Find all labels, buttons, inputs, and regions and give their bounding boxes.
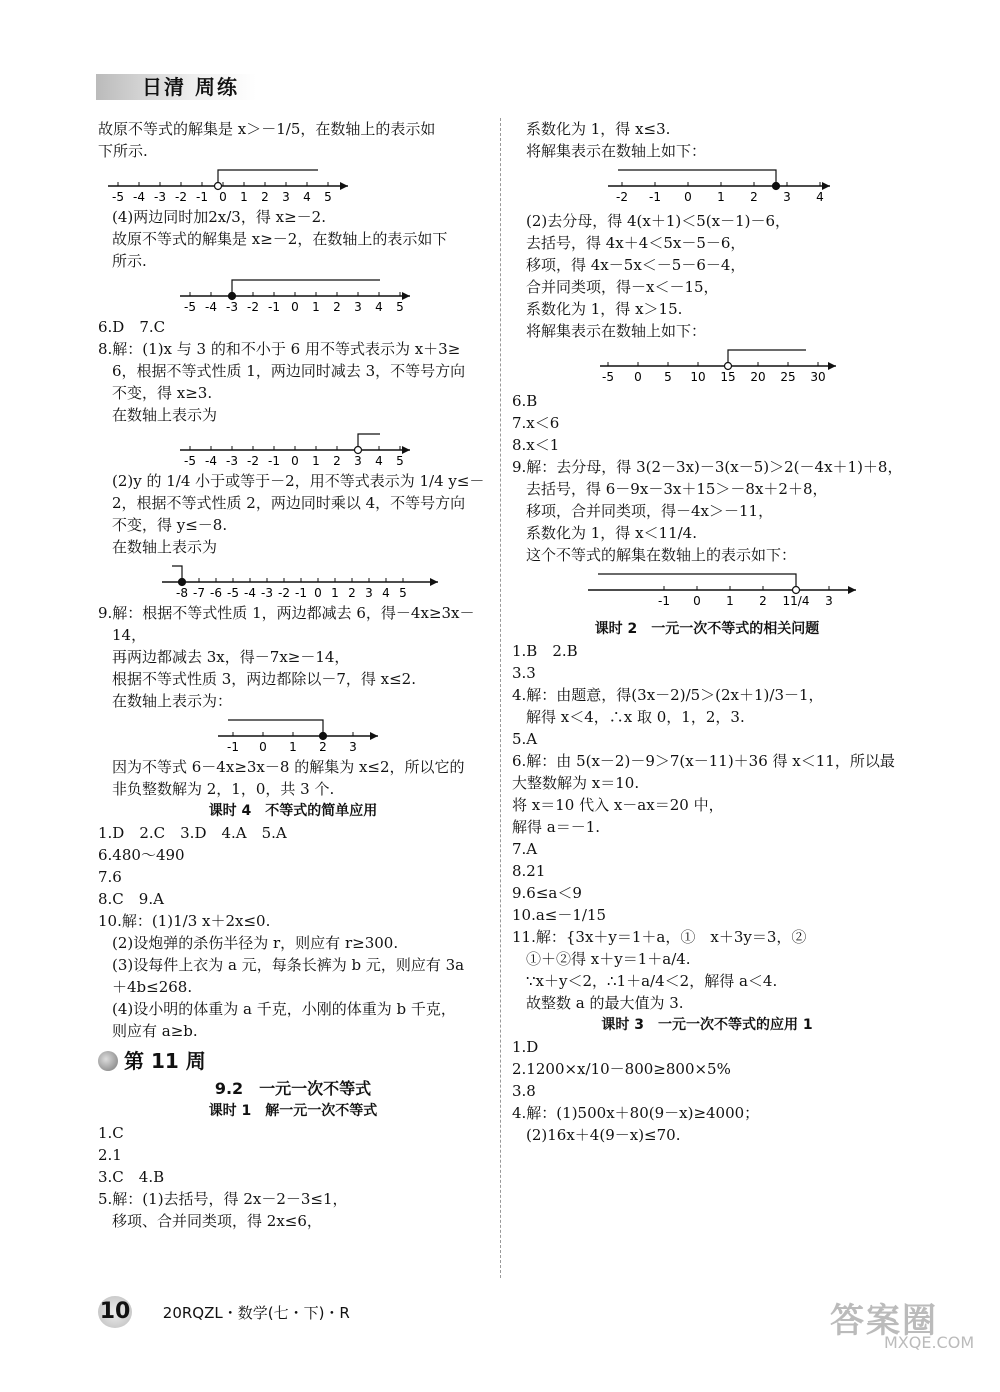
section-heading: 课时 2 一元一次不等式的相关问题 <box>594 621 820 637</box>
tick-label: 5 <box>396 454 404 468</box>
text-line: 9.6≤a＜9 <box>512 884 582 902</box>
text-line: 4.解：由题意，得(3x－2)/5＞(2x＋1)/3－1， <box>512 686 824 704</box>
text-line: (4)两边同时加2x/3，得 x≥－2. <box>112 208 326 226</box>
solution-ray <box>228 720 323 736</box>
book-code: 20RQZL・数学(七・下)・R <box>162 1304 350 1322</box>
column-divider <box>500 118 501 1278</box>
tick-label: 3 <box>365 586 373 600</box>
tick-label: -3 <box>261 586 273 600</box>
tick-label: -5 <box>227 586 239 600</box>
text-line: (2)去分母，得 4(x＋1)＜5(x－1)－6， <box>526 212 791 230</box>
text-line: 移项，得 4x－5x＜－5－6－4， <box>526 256 746 274</box>
text-line: (2)y 的 1/4 小于或等于－2，用不等式表示为 1/4 y≤－ <box>112 472 485 490</box>
tick-label: -1 <box>658 594 670 608</box>
endpoint-dot <box>793 587 800 594</box>
tick-label: 25 <box>780 370 796 384</box>
text-line: 移项、合并同类项，得 2x≤6， <box>112 1212 322 1230</box>
tick-label: -5 <box>112 190 124 204</box>
text-line: 1.D <box>512 1038 539 1056</box>
number-line <box>98 560 448 600</box>
number-line <box>98 714 398 754</box>
text-line: ①＋②得 x＋y＝1＋a/4. <box>526 950 691 968</box>
tick-label: 4 <box>375 300 383 314</box>
text-line: 在数轴上表示为 <box>112 538 218 556</box>
endpoint-dot <box>179 579 186 586</box>
axis-arrow <box>828 362 836 370</box>
axis-arrow <box>430 578 438 586</box>
section-heading: 课时 1 解一元一次不等式 <box>208 1103 378 1119</box>
tick-label: 15 <box>720 370 736 384</box>
text-line: 8.C 9.A <box>98 890 164 908</box>
text-line: 则应有 a≥b. <box>112 1022 198 1040</box>
text-line: 8.解：(1)x 与 3 的和不小于 6 用不等式表示为 x＋3≥ <box>98 340 461 358</box>
tick-label: 4 <box>382 586 390 600</box>
text-line: 10.a≤－1/15 <box>512 906 607 924</box>
page-number: 10 <box>98 1296 132 1328</box>
tick-label: -2 <box>278 586 290 600</box>
tick-label: -3 <box>154 190 166 204</box>
tick-label: 3 <box>783 190 791 204</box>
endpoint-dot <box>215 183 222 190</box>
text-line: 故整数 a 的最大值为 3. <box>526 994 684 1012</box>
tick-label: 1 <box>717 190 725 204</box>
tick-label: 1 <box>240 190 248 204</box>
tick-label: -4 <box>244 586 256 600</box>
text-line: 合并同类项，得－x＜－15， <box>526 278 719 296</box>
number-line <box>98 164 358 204</box>
tick-label: 2 <box>319 740 327 754</box>
tick-label: -5 <box>602 370 614 384</box>
axis-arrow <box>370 732 378 740</box>
text-line: 2.1 <box>98 1146 122 1164</box>
text-line: 6.480～490 <box>98 846 185 864</box>
endpoint-dot <box>773 183 780 190</box>
tick-label: 5 <box>324 190 332 204</box>
axis-arrow <box>822 182 830 190</box>
text-line: 8.x＜1 <box>512 436 560 454</box>
number-line <box>512 344 842 388</box>
week-title: 第 11 周 <box>124 1049 206 1073</box>
section-heading: 课时 3 一元一次不等式的应用 1 <box>601 1017 813 1033</box>
text-line: 14， <box>112 626 147 644</box>
tick-label: 0 <box>634 370 642 384</box>
text-line: 在数轴上表示为： <box>112 692 233 710</box>
text-line: 在数轴上表示为 <box>112 406 218 424</box>
axis-arrow <box>402 292 410 300</box>
number-line <box>512 568 882 616</box>
axis-arrow <box>848 586 856 594</box>
header-banner <box>96 68 266 104</box>
tick-label: 0 <box>219 190 227 204</box>
text-line: 11.解：{3x＋y＝1＋a，① x＋3y＝3，② <box>512 928 807 946</box>
axis-arrow <box>340 182 348 190</box>
text-line: 再两边都减去 3x，得－7x≥－14， <box>112 648 350 666</box>
tick-label: 20 <box>750 370 766 384</box>
text-line: 非负整数解为 2，1，0，共 3 个. <box>112 780 335 798</box>
axis-arrow <box>402 446 410 454</box>
tick-label: 1 <box>331 586 339 600</box>
tick-label: -2 <box>247 300 259 314</box>
section-heading: 9.2 一元一次不等式 <box>214 1079 372 1098</box>
text-line: 4.解：(1)500x＋80(9－x)≥4000； <box>512 1104 760 1122</box>
text-line: 去括号，得 4x＋4＜5x－5－6， <box>526 234 746 252</box>
text-line: 7.x＜6 <box>512 414 560 432</box>
tick-label: 1 <box>312 300 320 314</box>
text-line: 5.解：(1)去括号，得 2x－2－3≤1， <box>98 1190 348 1208</box>
text-line: 6.解：由 5(x－2)－9＞7(x－11)＋36 得 x＜11，所以最 <box>512 752 895 770</box>
text-line: 2，根据不等式性质 2，两边同时乘以 4，不等号方向 <box>112 494 466 512</box>
tick-label: 10 <box>690 370 706 384</box>
tick-label: 0 <box>291 300 299 314</box>
text-line: 将 x＝10 代入 x－ax＝20 中， <box>512 796 724 814</box>
tick-label: -4 <box>133 190 145 204</box>
tick-label: -8 <box>176 586 188 600</box>
tick-label: 2 <box>759 594 767 608</box>
text-line: 故原不等式的解集是 x＞－1/5，在数轴上的表示如 <box>98 120 436 138</box>
tick-label: 5 <box>664 370 672 384</box>
tick-label: 5 <box>396 300 404 314</box>
watermark-text: 答案圈 <box>830 1301 938 1341</box>
tick-label: 4 <box>303 190 311 204</box>
text-line: (4)设小明的体重为 a 千克，小刚的体重为 b 千克， <box>112 1000 456 1018</box>
tick-label: 1 <box>289 740 297 754</box>
solution-ray <box>218 170 318 186</box>
tick-label: -1 <box>268 300 280 314</box>
tick-label: 3 <box>282 190 290 204</box>
text-line: 9.解：去分母，得 3(2－3x)－3(x－5)＞2(－4x＋1)＋8， <box>512 458 903 476</box>
tick-label: -1 <box>227 740 239 754</box>
text-line: 将解集表示在数轴上如下： <box>526 142 707 160</box>
left-column <box>98 118 488 1232</box>
tick-label: 0 <box>684 190 692 204</box>
tick-label: 0 <box>259 740 267 754</box>
header-title: 日清 周练 <box>142 75 239 99</box>
text-line: 去括号，得 6－9x－3x＋15＞－8x＋2＋8， <box>526 480 828 498</box>
tick-label: -3 <box>226 454 238 468</box>
tick-label: -5 <box>184 300 196 314</box>
tick-label: 4 <box>816 190 824 204</box>
tick-label: 3 <box>349 740 357 754</box>
watermark-logo <box>830 1301 990 1380</box>
endpoint-dot <box>725 363 732 370</box>
text-line: 解得 a＝－1. <box>512 818 601 836</box>
text-line: 将解集表示在数轴上如下： <box>526 322 707 340</box>
text-line: 故原不等式的解集是 x≥－2，在数轴上的表示如下 <box>112 230 448 248</box>
tick-label: -6 <box>210 586 222 600</box>
tick-label: -5 <box>184 454 196 468</box>
section-heading: 课时 4 不等式的简单应用 <box>208 803 378 819</box>
text-line: 系数化为 1，得 x≤3. <box>526 120 671 138</box>
tick-label: -4 <box>205 454 217 468</box>
text-line: ∵x＋y＜2，∴1＋a/4＜2，解得 a＜4. <box>526 972 778 990</box>
watermark-url: MXQE.COM <box>884 1333 975 1352</box>
week-heading <box>98 1050 488 1072</box>
text-line: 移项，合并同类项，得－4x＞－11， <box>526 502 774 520</box>
text-line: 系数化为 1，得 x＜11/4. <box>526 524 697 542</box>
right-column <box>512 118 902 1146</box>
text-line: ＋4b≤268. <box>112 978 193 996</box>
tick-label: 0 <box>291 454 299 468</box>
endpoint-dot <box>355 447 362 454</box>
text-line: (2)设炮弹的杀伤半径为 r，则应有 r≥300. <box>112 934 399 952</box>
text-line: 10.解：(1)1/3 x＋2x≤0. <box>98 912 271 930</box>
number-line <box>512 164 842 208</box>
tick-label: 0 <box>693 594 701 608</box>
text-line: 3.8 <box>512 1082 536 1100</box>
page-footer <box>98 1296 350 1328</box>
text-line: 2.1200×x/10－800≥800×5% <box>512 1060 731 1078</box>
tick-label: 5 <box>399 586 407 600</box>
text-line: 不变，得 x≥3. <box>112 384 213 402</box>
tick-label: 0 <box>314 586 322 600</box>
endpoint-dot <box>229 293 236 300</box>
tick-label: -1 <box>649 190 661 204</box>
tick-label: -1 <box>268 454 280 468</box>
text-line: 8.21 <box>512 862 546 880</box>
text-line: 1.C <box>98 1124 124 1142</box>
text-line: 7.A <box>512 840 538 858</box>
solution-ray <box>618 170 776 186</box>
text-line: 系数化为 1，得 x＞15. <box>526 300 683 318</box>
tick-label: 2 <box>261 190 269 204</box>
tick-label: -1 <box>196 190 208 204</box>
text-line: 3.C 4.B <box>98 1168 165 1186</box>
tick-label: -4 <box>205 300 217 314</box>
text-line: (3)设每件上衣为 a 元，每条长裤为 b 元，则应有 3a <box>112 956 465 974</box>
tick-label: -2 <box>616 190 628 204</box>
text-line: 这个不等式的解集在数轴上的表示如下： <box>526 546 797 564</box>
number-line <box>98 274 418 314</box>
text-line: 1.D 2.C 3.D 4.A 5.A <box>98 824 287 842</box>
text-line: 大整数解为 x＝10. <box>512 774 640 792</box>
tick-label: -3 <box>226 300 238 314</box>
number-line <box>98 428 418 468</box>
tick-label: 1 <box>312 454 320 468</box>
text-line: 解得 x＜4，∴x 取 0，1，2，3. <box>526 708 745 726</box>
text-line: 6，根据不等式性质 1，两边同时减去 3，不等号方向 <box>112 362 466 380</box>
text-line: 不变，得 y≤－8. <box>112 516 228 534</box>
text-line: 7.6 <box>98 868 122 886</box>
tick-label: 4 <box>375 454 383 468</box>
text-line: 9.解：根据不等式性质 1，两边都减去 6，得－4x≥3x－ <box>98 604 475 622</box>
tick-label: 1 <box>726 594 734 608</box>
tick-label: 30 <box>810 370 826 384</box>
text-line: 因为不等式 6－4x≥3x－8 的解集为 x≤2，所以它的 <box>112 758 465 776</box>
text-line: 6.D 7.C <box>98 318 166 336</box>
text-line: 根据不等式性质 3，两边都除以－7，得 x≤2. <box>112 670 416 688</box>
tick-label: -2 <box>247 454 259 468</box>
text-line: (2)16x＋4(9－x)≤70. <box>526 1126 681 1144</box>
tick-label: -1 <box>295 586 307 600</box>
solution-ray <box>728 350 806 366</box>
tick-label: 11/4 <box>782 594 810 608</box>
tick-label: 3 <box>825 594 833 608</box>
text-line: 3.3 <box>512 664 536 682</box>
tick-label: 3 <box>354 454 362 468</box>
tick-label: 2 <box>348 586 356 600</box>
text-line: 所示. <box>112 252 147 270</box>
tick-label: 2 <box>750 190 758 204</box>
tick-label: 2 <box>333 454 341 468</box>
text-line: 6.B <box>512 392 538 410</box>
tick-label: 2 <box>333 300 341 314</box>
text-line: 1.B 2.B <box>512 642 578 660</box>
endpoint-dot <box>320 733 327 740</box>
tick-label: 3 <box>354 300 362 314</box>
tick-label: -2 <box>175 190 187 204</box>
text-line: 5.A <box>512 730 538 748</box>
text-line: 下所示. <box>98 142 148 160</box>
tick-label: -7 <box>193 586 205 600</box>
bullet-ball-icon <box>98 1051 118 1071</box>
